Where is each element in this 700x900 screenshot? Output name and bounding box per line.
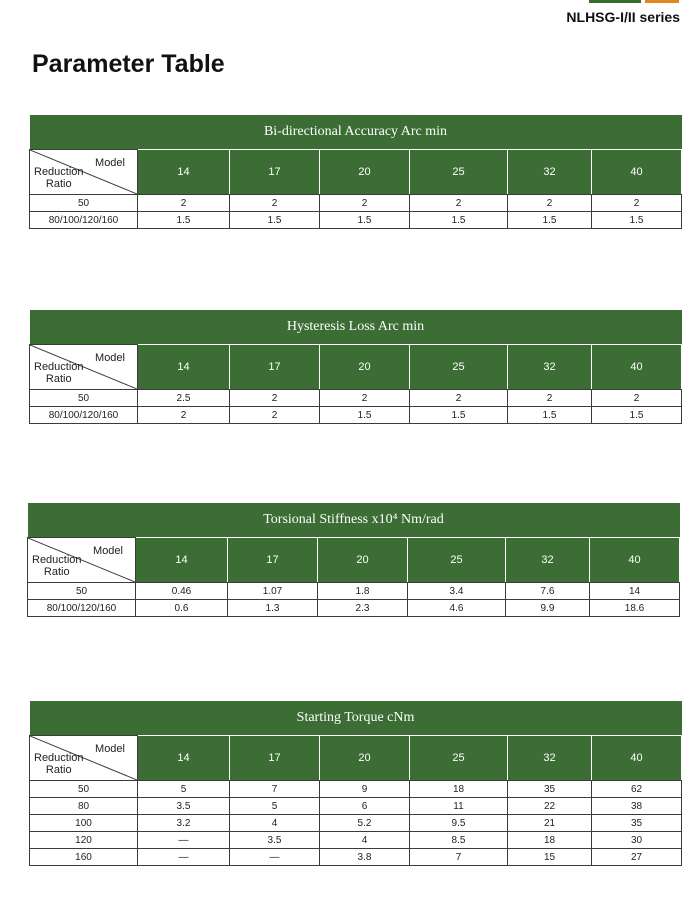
torque-table [29, 701, 682, 866]
value-cell: 18 [508, 832, 592, 849]
value-cell: 3.2 [138, 815, 230, 832]
table-caption: Torsional Stiffness x10⁴ Nm/rad [28, 503, 680, 538]
model-header-25: 25 [410, 345, 508, 390]
value-cell: 2 [138, 407, 230, 424]
accuracy-table [29, 115, 682, 229]
diagonal-header-cell [30, 345, 138, 390]
value-cell: 5.2 [320, 815, 410, 832]
value-cell: 2 [320, 390, 410, 407]
model-header-32: 32 [508, 736, 592, 781]
table-caption: Starting Torque cNm [30, 701, 682, 736]
value-cell: 6 [320, 798, 410, 815]
ratio-label: Ratio [45, 764, 72, 776]
table-row [30, 195, 682, 212]
table-row [30, 798, 682, 815]
model-header-25: 25 [410, 150, 508, 195]
ratio-cell: 50 [30, 781, 138, 798]
table-caption: Hysteresis Loss Arc min [30, 310, 682, 345]
reduction-label: Reduction [34, 361, 84, 373]
value-cell: 14 [590, 583, 680, 600]
ratio-label: Ratio [45, 373, 72, 385]
model-header-14: 14 [136, 538, 228, 583]
value-cell: 1.5 [138, 212, 230, 229]
reduction-label: Reduction [32, 554, 82, 566]
table-row [30, 815, 682, 832]
value-cell: 2.3 [318, 600, 408, 617]
table-row [30, 390, 682, 407]
model-header-20: 20 [320, 736, 410, 781]
table-row [30, 212, 682, 229]
ratio-cell: 80/100/120/160 [28, 600, 136, 617]
table-caption: Bi-directional Accuracy Arc min [30, 115, 682, 150]
value-cell: 35 [508, 781, 592, 798]
model-header-32: 32 [508, 345, 592, 390]
value-cell: 1.5 [592, 407, 682, 424]
value-cell: 0.6 [136, 600, 228, 617]
table-row [30, 407, 682, 424]
value-cell: 15 [508, 849, 592, 866]
model-header-40: 40 [592, 345, 682, 390]
page-title: Parameter Table [32, 50, 225, 78]
value-cell: 1.5 [508, 212, 592, 229]
ratio-cell: 80/100/120/160 [30, 212, 138, 229]
value-cell: 2 [410, 195, 508, 212]
value-cell: 3.5 [230, 832, 320, 849]
model-header-20: 20 [320, 150, 410, 195]
ratio-cell: 80/100/120/160 [30, 407, 138, 424]
value-cell: — [138, 832, 230, 849]
model-label: Model [95, 743, 125, 755]
value-cell: 1.5 [410, 212, 508, 229]
ratio-cell: 160 [30, 849, 138, 866]
value-cell: 4 [230, 815, 320, 832]
accent-bar-green [589, 0, 641, 3]
value-cell: 1.5 [592, 212, 682, 229]
value-cell: 3.8 [320, 849, 410, 866]
model-label: Model [95, 157, 125, 169]
table-row [30, 832, 682, 849]
model-header-17: 17 [230, 345, 320, 390]
ratio-label: Ratio [45, 178, 72, 190]
table-row [28, 600, 680, 617]
value-cell: 18 [410, 781, 508, 798]
ratio-cell: 50 [30, 390, 138, 407]
value-cell: 38 [592, 798, 682, 815]
model-header-14: 14 [138, 150, 230, 195]
model-header-40: 40 [590, 538, 680, 583]
model-header-17: 17 [230, 150, 320, 195]
diagonal-header-cell [30, 736, 138, 781]
value-cell: 7.6 [506, 583, 590, 600]
model-header-25: 25 [408, 538, 506, 583]
value-cell: 18.6 [590, 600, 680, 617]
value-cell: — [230, 849, 320, 866]
value-cell: 27 [592, 849, 682, 866]
ratio-label: Ratio [43, 566, 70, 578]
table-row [28, 583, 680, 600]
model-header-20: 20 [318, 538, 408, 583]
value-cell: 9.5 [410, 815, 508, 832]
ratio-cell: 120 [30, 832, 138, 849]
value-cell: 4 [320, 832, 410, 849]
value-cell: 2 [410, 390, 508, 407]
stiffness-table [27, 503, 680, 617]
value-cell: 21 [508, 815, 592, 832]
accent-bar-orange [645, 0, 679, 3]
reduction-label: Reduction [34, 752, 84, 764]
value-cell: 2 [508, 390, 592, 407]
reduction-label: Reduction [34, 166, 84, 178]
value-cell: 1.5 [320, 407, 410, 424]
value-cell: — [138, 849, 230, 866]
value-cell: 2.5 [138, 390, 230, 407]
series-label: NLHSG-I/II series [566, 9, 680, 25]
value-cell: 2 [320, 195, 410, 212]
model-header-40: 40 [592, 736, 682, 781]
value-cell: 1.07 [228, 583, 318, 600]
value-cell: 2 [230, 407, 320, 424]
ratio-cell: 80 [30, 798, 138, 815]
ratio-cell: 50 [30, 195, 138, 212]
value-cell: 9.9 [506, 600, 590, 617]
model-label: Model [93, 545, 123, 557]
header-accent-bars [589, 0, 679, 3]
value-cell: 2 [508, 195, 592, 212]
reduction-ratio-label [34, 361, 84, 385]
model-header-17: 17 [228, 538, 318, 583]
value-cell: 7 [410, 849, 508, 866]
value-cell: 1.5 [410, 407, 508, 424]
value-cell: 1.3 [228, 600, 318, 617]
model-header-32: 32 [508, 150, 592, 195]
model-header-25: 25 [410, 736, 508, 781]
value-cell: 11 [410, 798, 508, 815]
reduction-ratio-label [32, 554, 82, 578]
model-header-14: 14 [138, 736, 230, 781]
value-cell: 3.5 [138, 798, 230, 815]
ratio-cell: 50 [28, 583, 136, 600]
model-header-17: 17 [230, 736, 320, 781]
value-cell: 1.5 [320, 212, 410, 229]
value-cell: 3.4 [408, 583, 506, 600]
value-cell: 9 [320, 781, 410, 798]
value-cell: 2 [592, 390, 682, 407]
hysteresis-table [29, 310, 682, 424]
table-row [30, 781, 682, 798]
value-cell: 7 [230, 781, 320, 798]
table-row [30, 849, 682, 866]
value-cell: 30 [592, 832, 682, 849]
model-header-40: 40 [592, 150, 682, 195]
value-cell: 2 [138, 195, 230, 212]
model-header-20: 20 [320, 345, 410, 390]
ratio-cell: 100 [30, 815, 138, 832]
model-header-14: 14 [138, 345, 230, 390]
model-label: Model [95, 352, 125, 364]
reduction-ratio-label [34, 166, 84, 190]
value-cell: 2 [592, 195, 682, 212]
value-cell: 8.5 [410, 832, 508, 849]
value-cell: 35 [592, 815, 682, 832]
value-cell: 1.8 [318, 583, 408, 600]
diagonal-header-cell [30, 150, 138, 195]
value-cell: 4.6 [408, 600, 506, 617]
value-cell: 2 [230, 195, 320, 212]
model-header-32: 32 [506, 538, 590, 583]
diagonal-header-cell [28, 538, 136, 583]
reduction-ratio-label [34, 752, 84, 776]
value-cell: 5 [138, 781, 230, 798]
value-cell: 62 [592, 781, 682, 798]
value-cell: 22 [508, 798, 592, 815]
value-cell: 1.5 [508, 407, 592, 424]
value-cell: 1.5 [230, 212, 320, 229]
value-cell: 0.46 [136, 583, 228, 600]
value-cell: 5 [230, 798, 320, 815]
value-cell: 2 [230, 390, 320, 407]
